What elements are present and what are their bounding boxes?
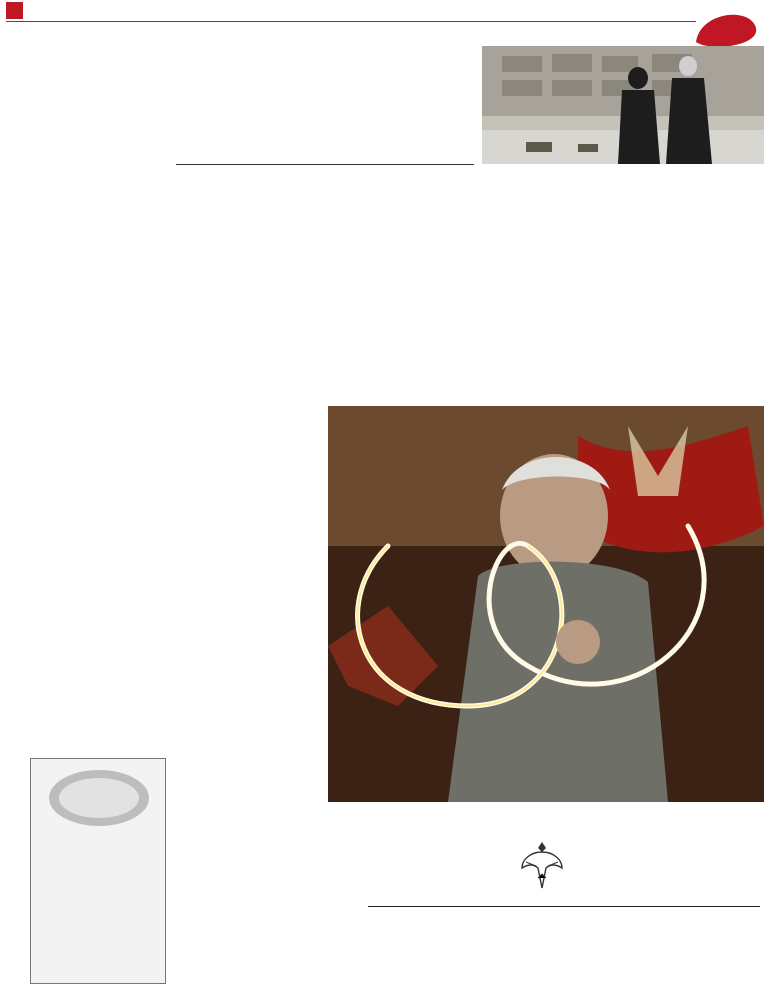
- consulate-rule: [368, 906, 760, 907]
- polish-eagle-emblem: [520, 838, 564, 892]
- page-number: [6, 2, 23, 19]
- exhibition-photo: [328, 406, 764, 802]
- auschwitz-photo: [482, 46, 764, 164]
- author-rule: [176, 164, 474, 165]
- publisher-box: [30, 758, 166, 984]
- aha-logo: [690, 2, 762, 52]
- aha-logo-stamp: [45, 767, 153, 829]
- header-rule: [6, 21, 696, 22]
